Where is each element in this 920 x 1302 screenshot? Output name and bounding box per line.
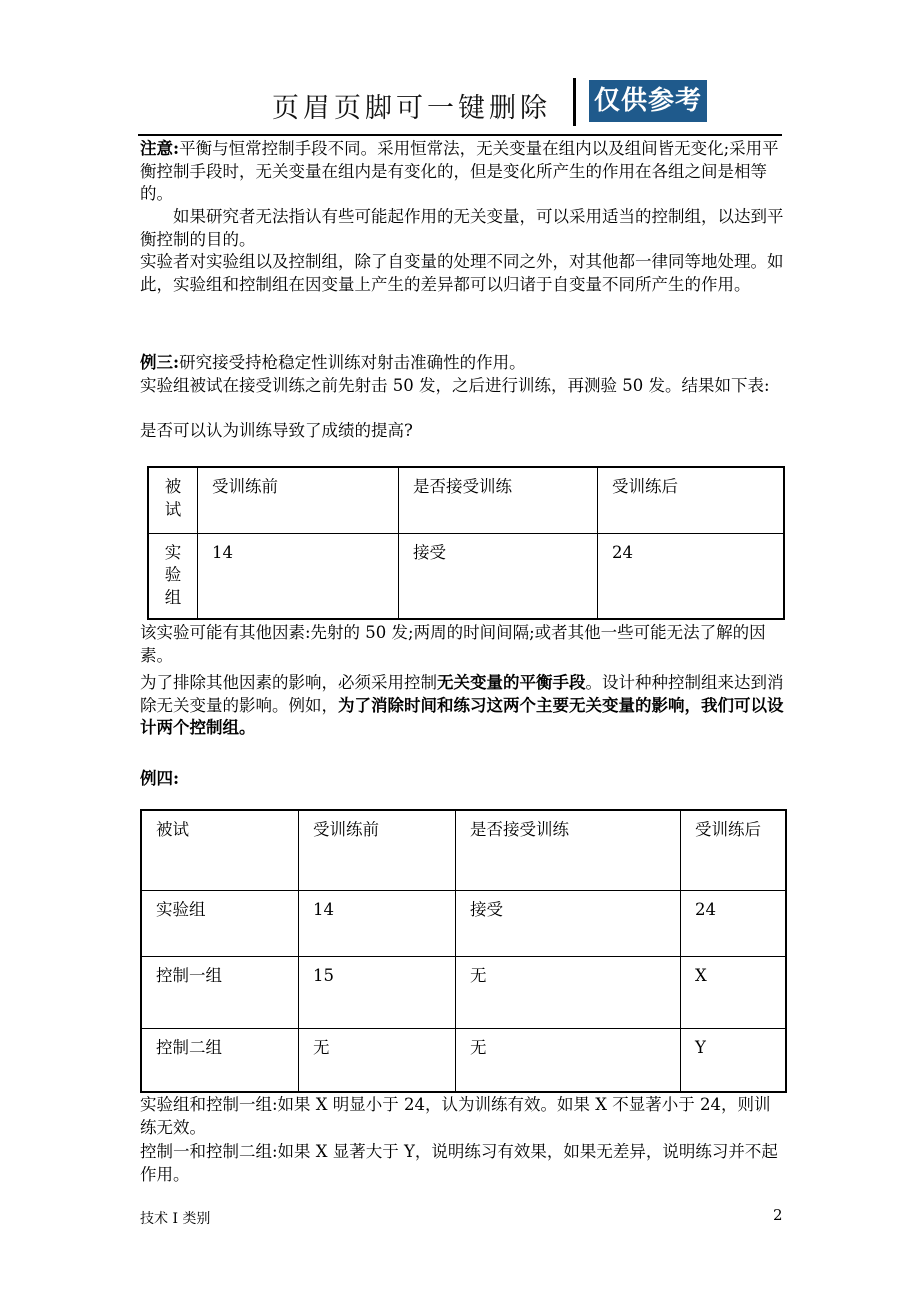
note-paragraph bbox=[140, 138, 785, 206]
table-cell: 24 bbox=[598, 533, 785, 619]
example3-label: 例三: bbox=[140, 353, 180, 372]
table-cell: 无 bbox=[456, 1028, 681, 1092]
table-cell: 24 bbox=[681, 890, 787, 956]
table-row bbox=[141, 890, 786, 956]
table-cell: 无 bbox=[299, 1028, 456, 1092]
footer-category: 技术 I 类别 bbox=[140, 1211, 211, 1227]
table-cell: 实验组 bbox=[141, 890, 299, 956]
table-header-cell: 是否接受训练 bbox=[456, 810, 681, 890]
table-cell: 控制一组 bbox=[141, 956, 299, 1028]
example3-table bbox=[147, 466, 785, 620]
page-number: 2 bbox=[773, 1206, 783, 1224]
table-cell: 接受 bbox=[399, 533, 598, 619]
table-row bbox=[141, 1028, 786, 1092]
example3-procedure: 实验组被试在接受训练之前先射击 50 发，之后进行训练，再测验 50 发。结果如下表: bbox=[140, 376, 770, 395]
table-header-cell: 受训练后 bbox=[681, 810, 787, 890]
table-header-row bbox=[148, 467, 784, 533]
table-cell: 控制二组 bbox=[141, 1028, 299, 1092]
example3-heading bbox=[140, 352, 785, 375]
balance-text-c: 。设计种种控制组来达到消除无关变量的影响。例如， bbox=[140, 673, 784, 715]
balance-text-bold: 无关变量的平衡手段 bbox=[437, 673, 586, 692]
table-cell: X bbox=[681, 956, 787, 1028]
table-header-cell: 受训练前 bbox=[299, 810, 456, 890]
note-label: 注意: bbox=[140, 139, 180, 158]
other-factors-paragraph: 该实验可能有其他因素:先射的 50 发;两周的时间间隔;或者其他一些可能无法了解的因素。 bbox=[140, 623, 766, 665]
table-cell: 15 bbox=[299, 956, 456, 1028]
example3-text: 研究接受持枪稳定性训练对射击准确性的作用。 bbox=[179, 353, 526, 372]
table-header-cell: 被试 bbox=[148, 467, 198, 533]
table-header-row bbox=[141, 810, 786, 890]
conclusion-paragraph-2: 控制一和控制二组:如果 X 显著大于 Y，说明练习有效果，如果无差异，说明练习并不起作用。 bbox=[140, 1142, 778, 1184]
reference-badge: 仅供参考 bbox=[589, 80, 707, 122]
example4-label: 例四: bbox=[140, 769, 180, 788]
table-cell: 接受 bbox=[456, 890, 681, 956]
table-cell: 14 bbox=[198, 533, 399, 619]
example4-table bbox=[140, 809, 787, 1093]
conclusion-paragraph-1: 实验组和控制一组:如果 X 明显小于 24，认为训练有效。如果 X 不显著小于 24，则训练无效。 bbox=[140, 1095, 771, 1137]
control-group-paragraph: 如果研究者无法指认有些可能起作用的无关变量，可以采用适当的控制组，以达到平衡控制的目的。 bbox=[140, 207, 784, 249]
table-header-cell: 受训练后 bbox=[598, 467, 785, 533]
example3-question: 是否可以认为训练导致了成绩的提高? bbox=[140, 421, 413, 440]
table-header-cell: 被试 bbox=[141, 810, 299, 890]
example4-heading bbox=[140, 768, 785, 791]
table-header-cell: 受训练前 bbox=[198, 467, 399, 533]
balance-method-paragraph bbox=[140, 672, 785, 740]
table-header-cell: 是否接受训练 bbox=[399, 467, 598, 533]
balance-text-a: 为了排除其他因素的影响，必须采用控制 bbox=[140, 673, 437, 692]
table-cell: 14 bbox=[299, 890, 456, 956]
table-row bbox=[141, 956, 786, 1028]
header-title: 页眉页脚可一键删除 bbox=[272, 93, 551, 124]
note-text: 平衡与恒常控制手段不同。采用恒常法，无关变量在组内以及组间皆无变化;采用平衡控制手段时，无关变量在组内是有变化的，但是变化所产生的作用在各组之间是相等的。 bbox=[140, 139, 779, 203]
table-cell: Y bbox=[681, 1028, 787, 1092]
table-row bbox=[148, 533, 784, 619]
table-cell: 无 bbox=[456, 956, 681, 1028]
header-rule bbox=[138, 134, 782, 136]
balance-text-bold-2: 为了消除时间和练习这两个主要无关变量的影响，我们可以设计两个控制组。 bbox=[140, 695, 784, 737]
treatment-paragraph: 实验者对实验组以及控制组，除了自变量的处理不同之外，对其他都一律同等地处理。如此，实验组和控制组在因变量上产生的差异都可以归诸于自变量不同所产生的作用。 bbox=[140, 252, 784, 294]
table-cell: 实验组 bbox=[148, 533, 198, 619]
header-divider bbox=[573, 78, 576, 126]
